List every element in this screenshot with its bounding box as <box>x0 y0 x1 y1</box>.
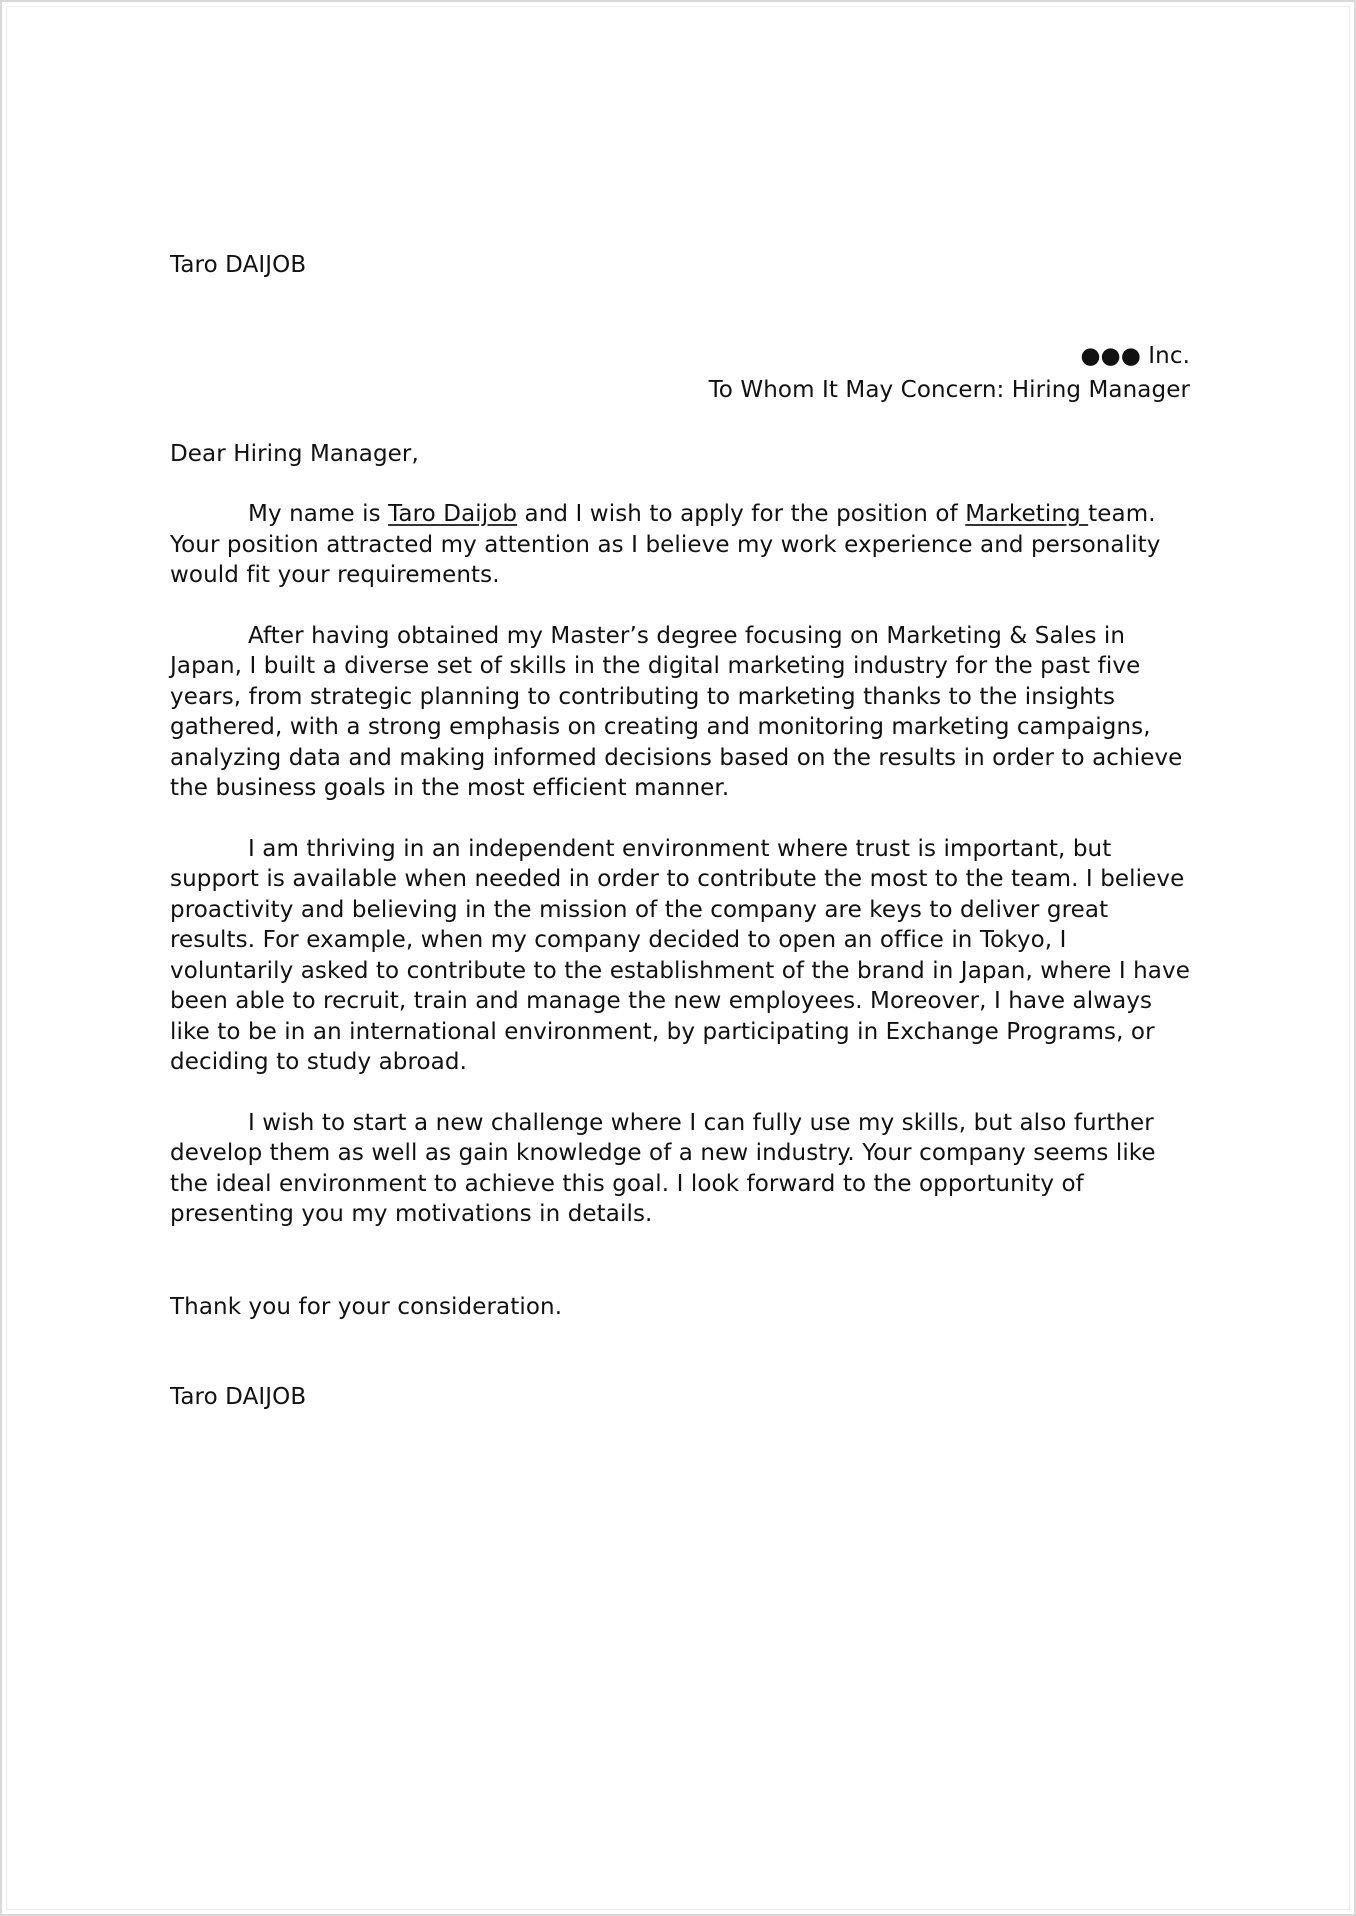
paragraph-intro-pre: My name is <box>248 501 389 527</box>
paragraph-intro-post: team. Your position attracted my attention as I believe my work experience and personality would fit your requirements. <box>170 501 1161 588</box>
paragraph-motivation: I wish to start a new challenge where I can fully use my skills, but also further develop them as well as gain knowledge of a new industry. Your company seems like the ideal environment to achieve this goal. I look forward to the opportunity of presenting you my motivations in details. <box>170 1109 1156 1227</box>
closing-line: Thank you for your consideration. <box>170 1293 563 1320</box>
salutation: Dear Hiring Manager, <box>170 441 419 467</box>
position-name: Marketing <box>965 501 1089 527</box>
paragraph-experience: After having obtained my Master’s degree focusing on Marketing & Sales in Japan, I built a diverse set of skills in the digital marketing industry for the past five years, from strategic planning to contributing to marketing thanks to the insights gathered, with a strong emphasis on creating and monitoring marketing campaigns, analyzing data and making informed decisions based on the results in order to achieve the business goals in the most efficient manner. <box>170 622 1183 801</box>
paragraph-work-style: I am thriving in an independent environment where trust is important, but support is available when needed in order to contribute the most to the team. I believe proactivity and believing in the mission of the company are keys to deliver great results. For example, when my company decided to open an office in Tokyo, I voluntarily asked to contribute to the establishment of the brand in Japan, where I have been able to recruit, train and manage the new employees. Moreover, I have always like to be in an international environment, by participating in Exchange Programs, or deciding to study abroad. <box>170 835 1190 1075</box>
paragraph-intro-mid: and I wish to apply for the position of <box>517 501 966 527</box>
applicant-name: Taro Daijob <box>388 501 518 527</box>
recipient-company: ●●● Inc. <box>1080 343 1190 369</box>
sender-name: Taro DAIJOB <box>170 252 307 278</box>
paragraph-intro <box>170 499 1190 591</box>
signature-name: Taro DAIJOB <box>170 1383 307 1410</box>
recipient-block <box>170 341 1190 409</box>
recipient-attention: To Whom It May Concern: Hiring Manager <box>708 377 1190 403</box>
cover-letter <box>170 250 1190 1416</box>
